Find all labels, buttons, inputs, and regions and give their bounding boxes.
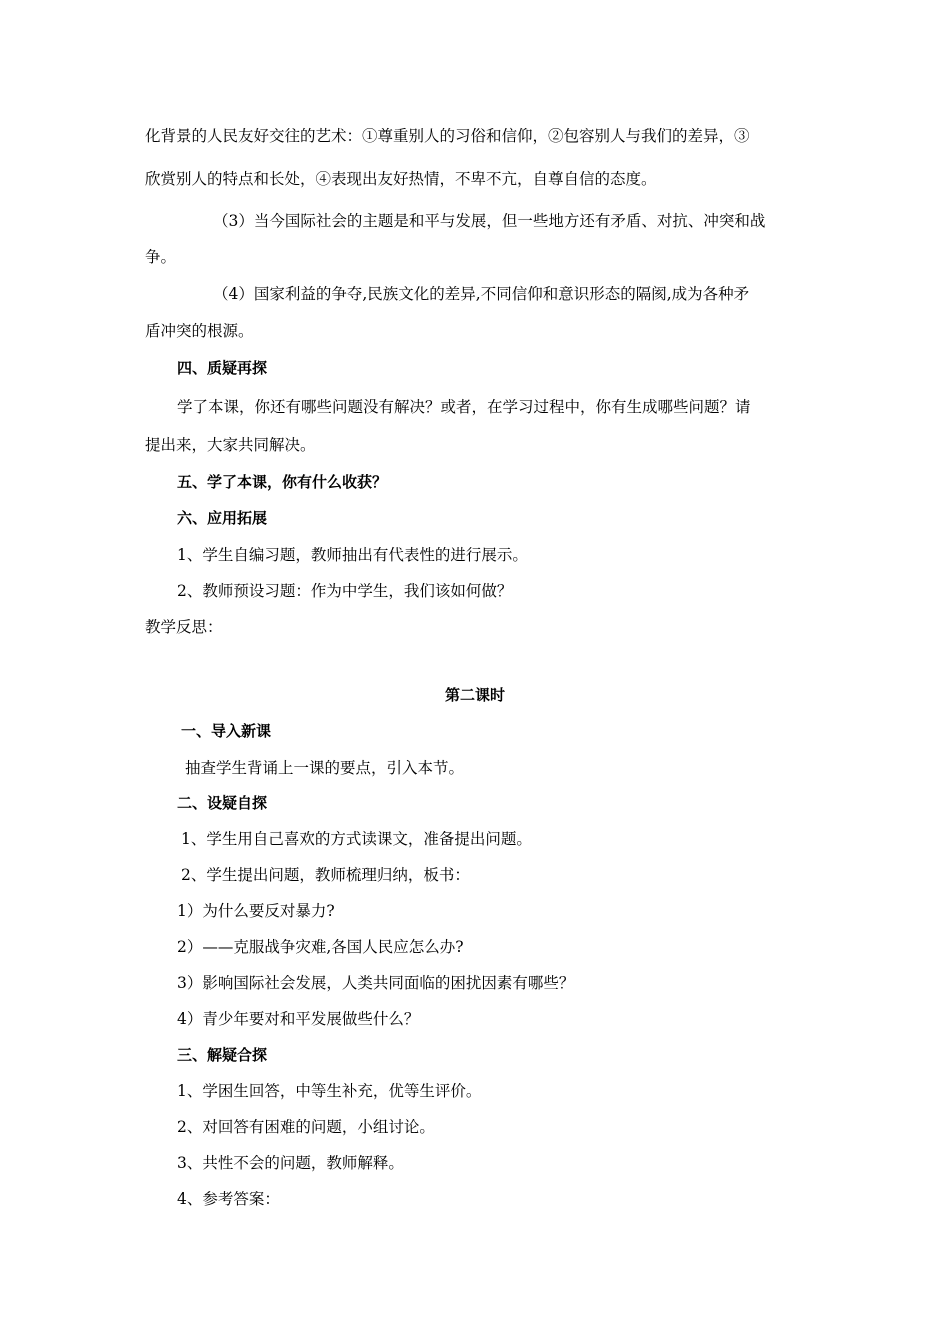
list-item: 2、对回答有困难的问题，小组讨论。 [177,1118,435,1136]
paragraph-line: 抽查学生背诵上一课的要点，引入本节。 [185,759,465,777]
paragraph-line: 化背景的人民友好交往的艺术：①尊重别人的习俗和信仰，②包容别人与我们的差异，③ [145,127,750,145]
list-item: 2、学生提出问题，教师梳理归纳，板书： [181,866,470,884]
paragraph-line: 盾冲突的根源。 [145,322,254,340]
section-heading: 五、学了本课，你有什么收获？ [177,473,388,491]
question-item: 2）——克服战争灾难,各国人民应怎么办? [177,938,464,956]
list-item: 1、学困生回答，中等生补充，优等生评价。 [177,1082,482,1100]
section-heading: 三、解疑合探 [177,1046,268,1064]
paragraph-line: （3）当今国际社会的主题是和平与发展，但一些地方还有矛盾、对抗、冲突和战 [213,212,766,230]
question-item: 4）青少年要对和平发展做些什么？ [177,1010,420,1028]
lesson-title: 第二课时 [444,686,505,704]
list-item: 4、参考答案： [177,1190,280,1208]
list-item: 2、教师预设习题：作为中学生，我们该如何做？ [177,582,513,600]
paragraph-line: 提出来，大家共同解决。 [145,436,316,454]
section-heading: 一、导入新课 [181,722,272,740]
paragraph-line: 学了本课，你还有哪些问题没有解决？或者，在学习过程中，你有生成哪些问题？请 [177,398,751,416]
section-heading: 二、设疑自探 [177,794,268,812]
list-item: 3、共性不会的问题，教师解释。 [177,1154,404,1172]
section-heading: 六、应用拓展 [177,509,268,527]
list-item: 1、学生用自己喜欢的方式读课文，准备提出问题。 [181,830,532,848]
paragraph-line: 欣赏别人的特点和长处，④表现出友好热情，不卑不亢，自尊自信的态度。 [145,170,657,188]
paragraph-line: （4）国家利益的争夺,民族文化的差异,不同信仰和意识形态的隔阂,成为各种矛 [213,285,750,303]
reflection-label: 教学反思： [145,618,223,636]
paragraph-line: 争。 [145,248,177,266]
section-heading: 四、质疑再探 [177,359,268,377]
question-item: 1）为什么要反对暴力? [177,902,335,920]
list-item: 1、学生自编习题，教师抽出有代表性的进行展示。 [177,546,528,564]
question-item: 3）影响国际社会发展，人类共同面临的困扰因素有哪些？ [177,974,575,992]
